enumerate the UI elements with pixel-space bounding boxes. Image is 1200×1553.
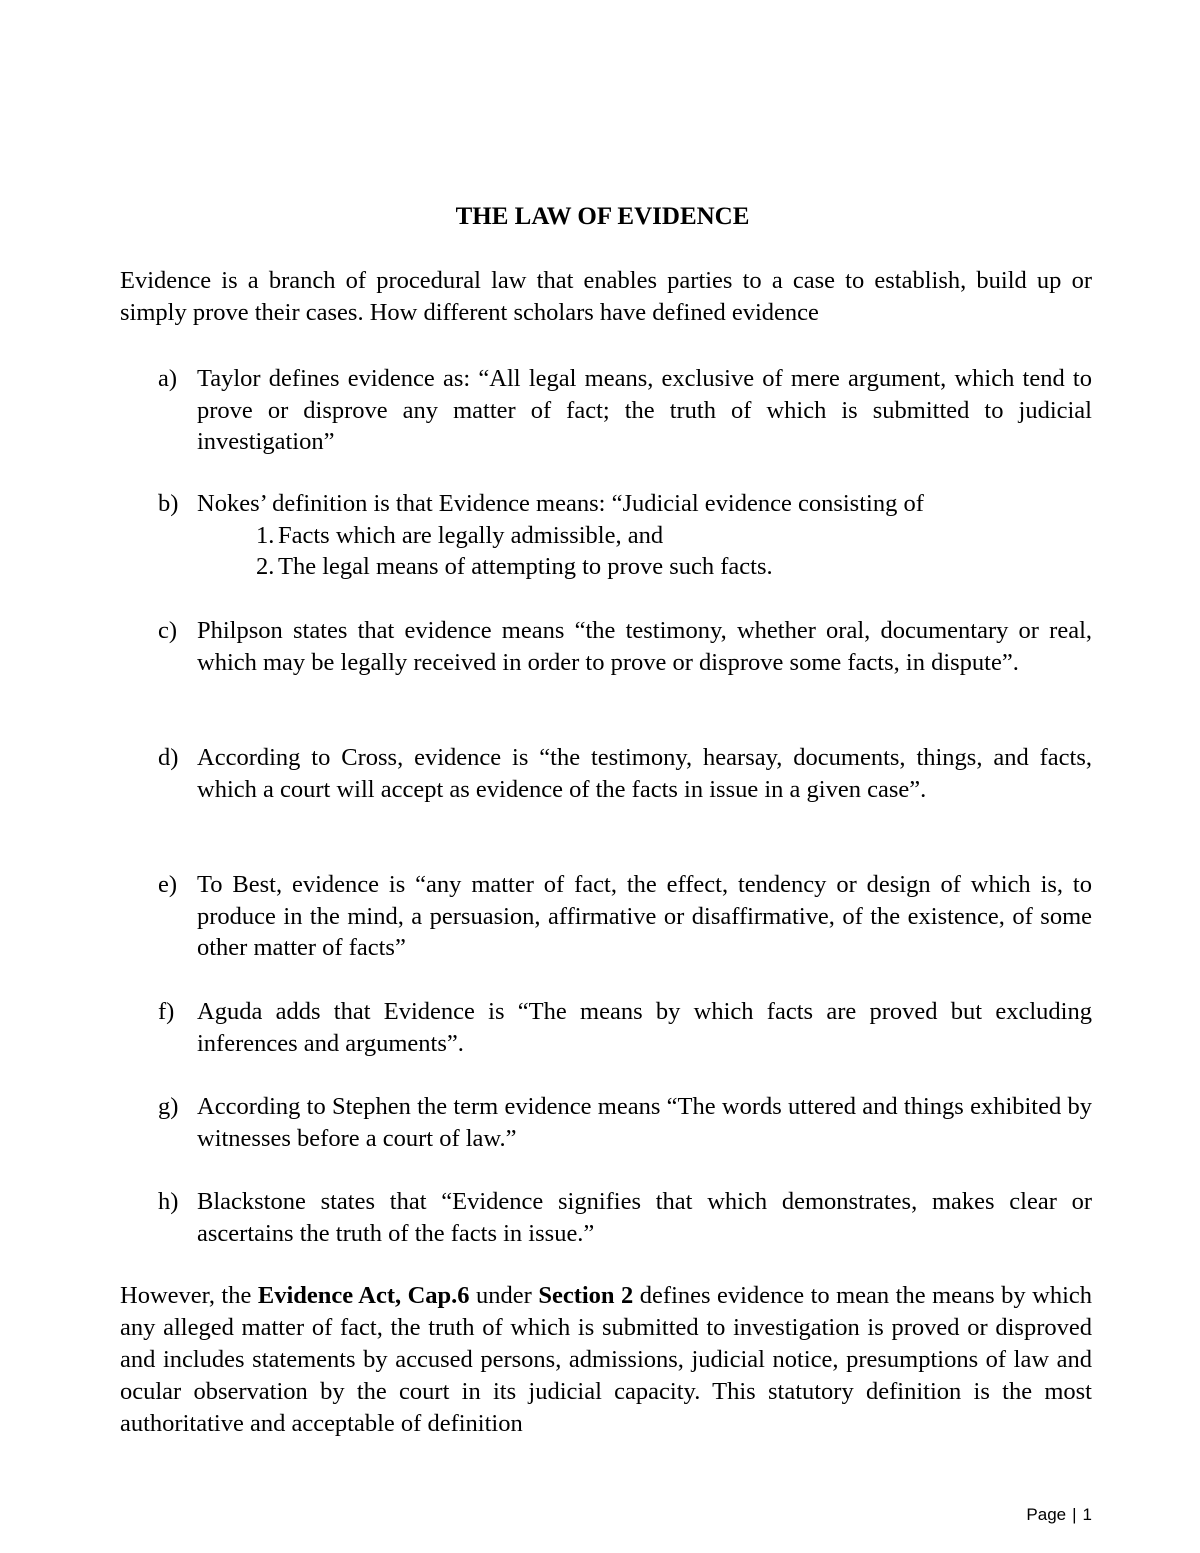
definition-item-d <box>158 742 1092 805</box>
list-marker: c) <box>158 617 178 644</box>
definition-text: Nokes’ definition is that Evidence means: “Judicial evidence consisting of <box>197 490 924 517</box>
list-marker: e) <box>158 871 178 898</box>
sub-item-1 <box>256 520 663 551</box>
definition-item-b <box>158 488 1092 520</box>
page-footer <box>1026 1505 1092 1525</box>
definition-text: Aguda adds that Evidence is “The means by which facts are proved but excluding inferences and arguments”. <box>197 998 1092 1057</box>
definition-item-c <box>158 615 1092 678</box>
definition-text: Blackstone states that “Evidence signifies that which demonstrates, makes clear or ascertains the truth of the facts in issue.” <box>197 1188 1092 1247</box>
list-marker: b) <box>158 490 179 517</box>
definition-text: According to Stephen the term evidence means “The words uttered and things exhibited by witnesses before a court of law.” <box>197 1093 1092 1152</box>
act-reference: Evidence Act, Cap.6 <box>257 1282 470 1309</box>
sub-item-text: The legal means of attempting to prove such facts. <box>278 553 773 580</box>
conclusion-text: However, the <box>120 1282 258 1309</box>
definition-text: Taylor defines evidence as: “All legal means, exclusive of mere argument, which tend to prove or disprove any matter of fact; the truth of which is submitted to judicial investigation” <box>197 365 1092 455</box>
definition-item-a <box>158 363 1092 458</box>
definition-text: According to Cross, evidence is “the testimony, hearsay, documents, things, and facts, which a court will accept as evidence of the facts in issue in a given case”. <box>197 744 1092 803</box>
conclusion-text: defines evidence to mean the means by which any alleged matter of fact, the truth of which is submitted to investigation is proved or disproved and includes statements by accused persons, admissions, judicial notice, presumptions of law and ocular observation by the court in its judicial capacity. This statutory definition is the most authoritative and acceptable of definition <box>120 1282 1093 1437</box>
list-marker: f) <box>158 998 175 1025</box>
list-marker: a) <box>158 365 178 392</box>
sub-item-text: Facts which are legally admissible, and <box>278 522 664 549</box>
document-title: THE LAW OF EVIDENCE <box>455 203 750 230</box>
section-reference: Section 2 <box>538 1282 634 1309</box>
sub-item-2 <box>256 551 773 582</box>
conclusion-text: under <box>469 1282 539 1309</box>
definition-text: Philpson states that evidence means “the testimony, whether oral, documentary or real, which may be legally received in order to prove or disprove some facts, in dispute”. <box>197 617 1092 676</box>
list-marker: h) <box>158 1188 179 1215</box>
page-separator: | <box>1072 1505 1077 1524</box>
list-marker: g) <box>158 1093 179 1120</box>
sub-item-number: 2. <box>256 553 275 580</box>
definition-item-e <box>158 869 1092 964</box>
definition-item-f <box>158 996 1092 1059</box>
conclusion-paragraph <box>120 1280 1092 1440</box>
sub-item-number: 1. <box>256 522 275 549</box>
page-number: 1 <box>1082 1505 1092 1524</box>
page-label: Page <box>1026 1505 1067 1524</box>
definition-item-h <box>158 1186 1092 1249</box>
list-marker: d) <box>158 744 179 771</box>
definition-item-g <box>158 1091 1092 1154</box>
definition-text: To Best, evidence is “any matter of fact, the effect, tendency or design of which is, to produce in the mind, a persuasion, affirmative or disaffirmative, of the existence, of some other matter of facts” <box>197 871 1092 961</box>
intro-paragraph: Evidence is a branch of procedural law that enables parties to a case to establish, build up or simply prove their cases. How different scholars have defined evidence <box>120 267 1092 326</box>
